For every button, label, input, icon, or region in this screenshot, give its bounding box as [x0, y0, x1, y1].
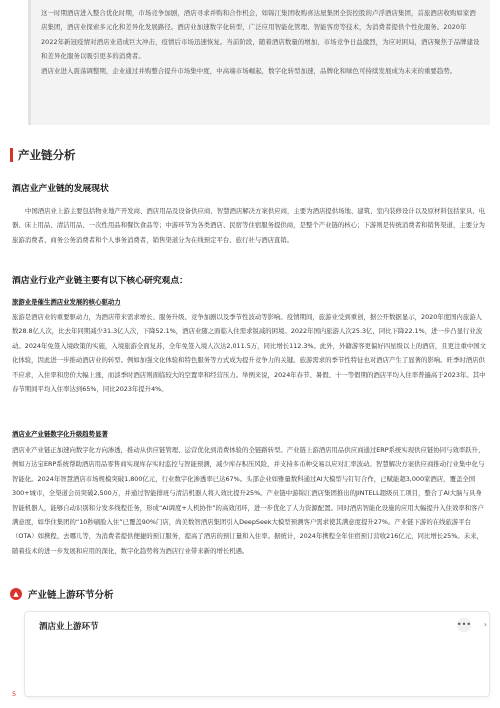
section-title: 产业链分析	[10, 148, 76, 162]
paragraph-tourism: 旅游是酒店业的重要驱动力，为酒店带来需求增长、服务升级、竞争加剧以及季节性波动等影响。疫情期间，旅游业受到重创，据公开数据显示，2020年度国内旅游人数28.8亿人次，比去年同期减少31.3亿人次，下降52.1%，酒店业随之面临入住需求锐减的困境。2022年国内旅游人次25.3亿，同比下降22.1%，进一步凸显行业波动。2024年免签入境政策的实施，入境旅游全面复苏，全年免签入境人次达2,011.5万，同比增长112.3%。此外，外籍游客更偏好四星级以上的酒店，且更注重中国文化体验，因此进一步推动酒店业的转型。例如加强文化体验和特色服务等方式成为提升竞争力的关键。旅游需求的季节性特征也对酒店产生了显著的影响。旺季时酒店供不应求，入住率和房价大幅上涨，而淡季时酒店则面临较大的空置率和经营压力。举例来说，2024年春节、暑假、十一等假期的酒店平均入住率普遍高于2023年。其中春节期间平均入住率达到65%，同比2023年提升4%。	[12, 313, 487, 394]
quote-paragraph-2: 酒店业进入震荡调整期，企业通过并购整合提升市场集中度，中高端市场崛起，数字化转型加速，品牌化和绿色可持续发展成为未来的重要趋势。	[41, 66, 457, 75]
chevron-right-icon[interactable]: ›	[483, 620, 487, 629]
more-options-icon[interactable]: •••	[457, 618, 471, 632]
quote-box	[28, 0, 490, 125]
paragraph-development: 中国酒店业上游主要包括物业地产开发商、酒店用品及设备供应商、智慧酒店解决方案供应商，主要为酒店提供场地、建筑、室内装修设计以及原材料包括家具、电器、床上用品、清洁用品、一次性用品和餐饮食品等；中游环节为各类酒店、民宿等住宿服务提供商，是整个产业链的核心；下游则是传统消费者和销售渠道，主要分为旅游消费者、商务公务消费者和个人事务消费者，销售渠道分为在线预定平台、旅行社与酒店直销。	[12, 207, 486, 244]
heading-core-views: 酒店业行业产业链主要有以下核心研究观点：	[12, 276, 188, 286]
upstream-card	[24, 611, 490, 697]
paragraph-digital: 酒店业产业链正加速向数字化方向渗透，推动从供应链管理、运营优化到消费体验的全链路转型。产业链上游酒店用品供应商通过ERP系统实现供应链协同与效率跃升，例如万达宝ERP系统帮助酒店用品零售商实现库存实时监控与智能预测，减少库存积压风险，并支持多币种交易以应对汇率波动。智慧解决方案供应商推动行业集中化与智能化。2024年智慧酒店市场规模突破1,800亿元，行业数字化渗透率已达67%。头部企业如雅量数科通过AI大模型与钉钉合作，已赋能超3,000家酒店，覆盖全国300+城市，全渠道会员突破2,500万，并通过智能排班与清洁机器人将人效比提升25%。产业链中游锦江酒店集团推出的JINTELL超级员工项目，整合了AI大脑与具身智能机器人，能够自动识别和分发多线程任务，形成“AI调度+人机协作”的高效闭环，进一步优化了人力资源配置。同时酒店智能化设施的应用大幅提升入住效率和客户满意度，如华住集团的“10秒刷脸入住”已覆盖90%门店，尚美数智酒店集团引入DeepSeek大模型预测客户需求使其满意度提升27%。产业链下游的在线旅游平台（OTA）如携程、去哪儿等，为消费者提供便捷的预订服务，提高了酒店的预订量和入住率。据统计，2024年携程全年住宿预订营收216亿元，同比增长25%。未来，随着技术的进一步发展和应用的深化，数字化趋势将为酒店行业带来新的增长机遇。	[12, 446, 485, 555]
upstream-section-heading	[10, 587, 114, 601]
heading-development: 酒店业产业链的发展现状	[12, 184, 109, 194]
quote-paragraph-1: 这一时期酒店进入整合优化时期，市场竞争加剧，酒店寻求并购和合作机会，如锦江集团收购喜达屋集团全资控股的卢浮酒店集团，首旅酒店收购如家酒店集团，酒店业探索多元化和差异化发展路径。酒店业加速数字化转型，广泛应用智能化管理、智能客房等技术，为消费者提供个性化服务。2020年2022年新冠疫情对酒店业造成巨大冲击，疫情后市场迅速恢复。当前阶段，随着酒店数量的增加，市场竞争日益激烈，为应对困局，酒店聚焦于品牌建设和差异化服务以吸引更多的消费者。	[41, 9, 480, 61]
page-number: 5	[12, 690, 17, 698]
subheading-tourism: 旅游业是催生酒店业发展的核心驱动力	[12, 298, 121, 306]
upstream-badge-icon: ▲	[10, 588, 22, 600]
upstream-section-title: 产业链上游环节分析	[28, 590, 114, 601]
upstream-card-title: 酒店业上游环节	[39, 622, 99, 632]
subheading-digital: 酒店业产业链数字化升级趋势显著	[12, 430, 108, 438]
